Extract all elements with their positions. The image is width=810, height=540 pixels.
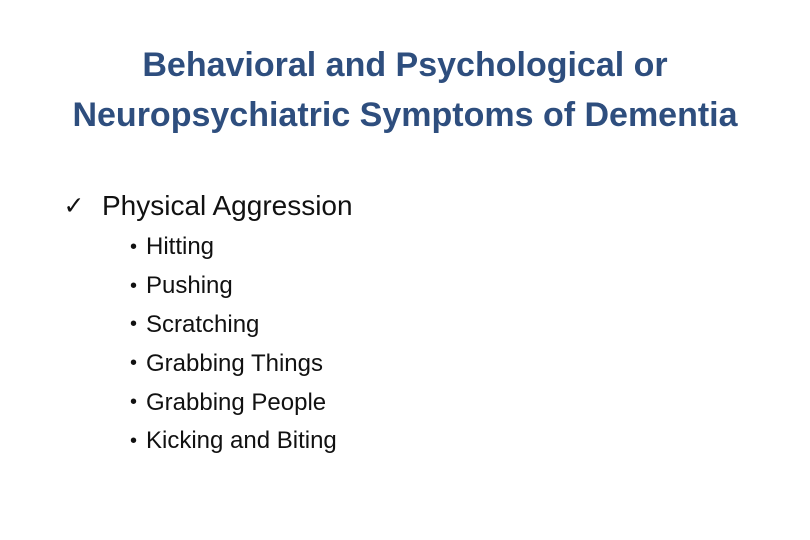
bullet-dot-icon: • <box>130 313 138 336</box>
list-item <box>130 228 337 267</box>
bullet-dot-icon: • <box>130 429 138 452</box>
slide-title-line-1: Behavioral and Psychological or <box>142 46 668 84</box>
main-bullet-label: Physical Aggression <box>102 190 353 221</box>
list-item <box>130 422 337 461</box>
list-item <box>130 344 337 383</box>
list-item-label: Scratching <box>146 310 260 338</box>
list-item-label: Grabbing Things <box>146 349 323 377</box>
list-item-label: Kicking and Biting <box>146 427 337 455</box>
sub-bullet-list <box>130 228 337 461</box>
list-item <box>130 383 337 422</box>
list-item <box>130 267 337 306</box>
main-bullet-physical-aggression <box>62 187 353 225</box>
list-item-label: Hitting <box>146 233 215 261</box>
bullet-dot-icon: • <box>130 235 138 258</box>
bullet-dot-icon: • <box>130 391 138 414</box>
list-item <box>130 306 337 345</box>
list-item-label: Pushing <box>146 272 233 300</box>
slide-title <box>0 40 810 140</box>
list-item-label: Grabbing People <box>146 388 327 416</box>
checkmark-icon: ✓ <box>63 192 85 220</box>
bullet-dot-icon: • <box>130 274 138 297</box>
bullet-dot-icon: • <box>130 352 138 375</box>
slide-title-line-2: Neuropsychiatric Symptoms of Dementia <box>72 96 738 134</box>
